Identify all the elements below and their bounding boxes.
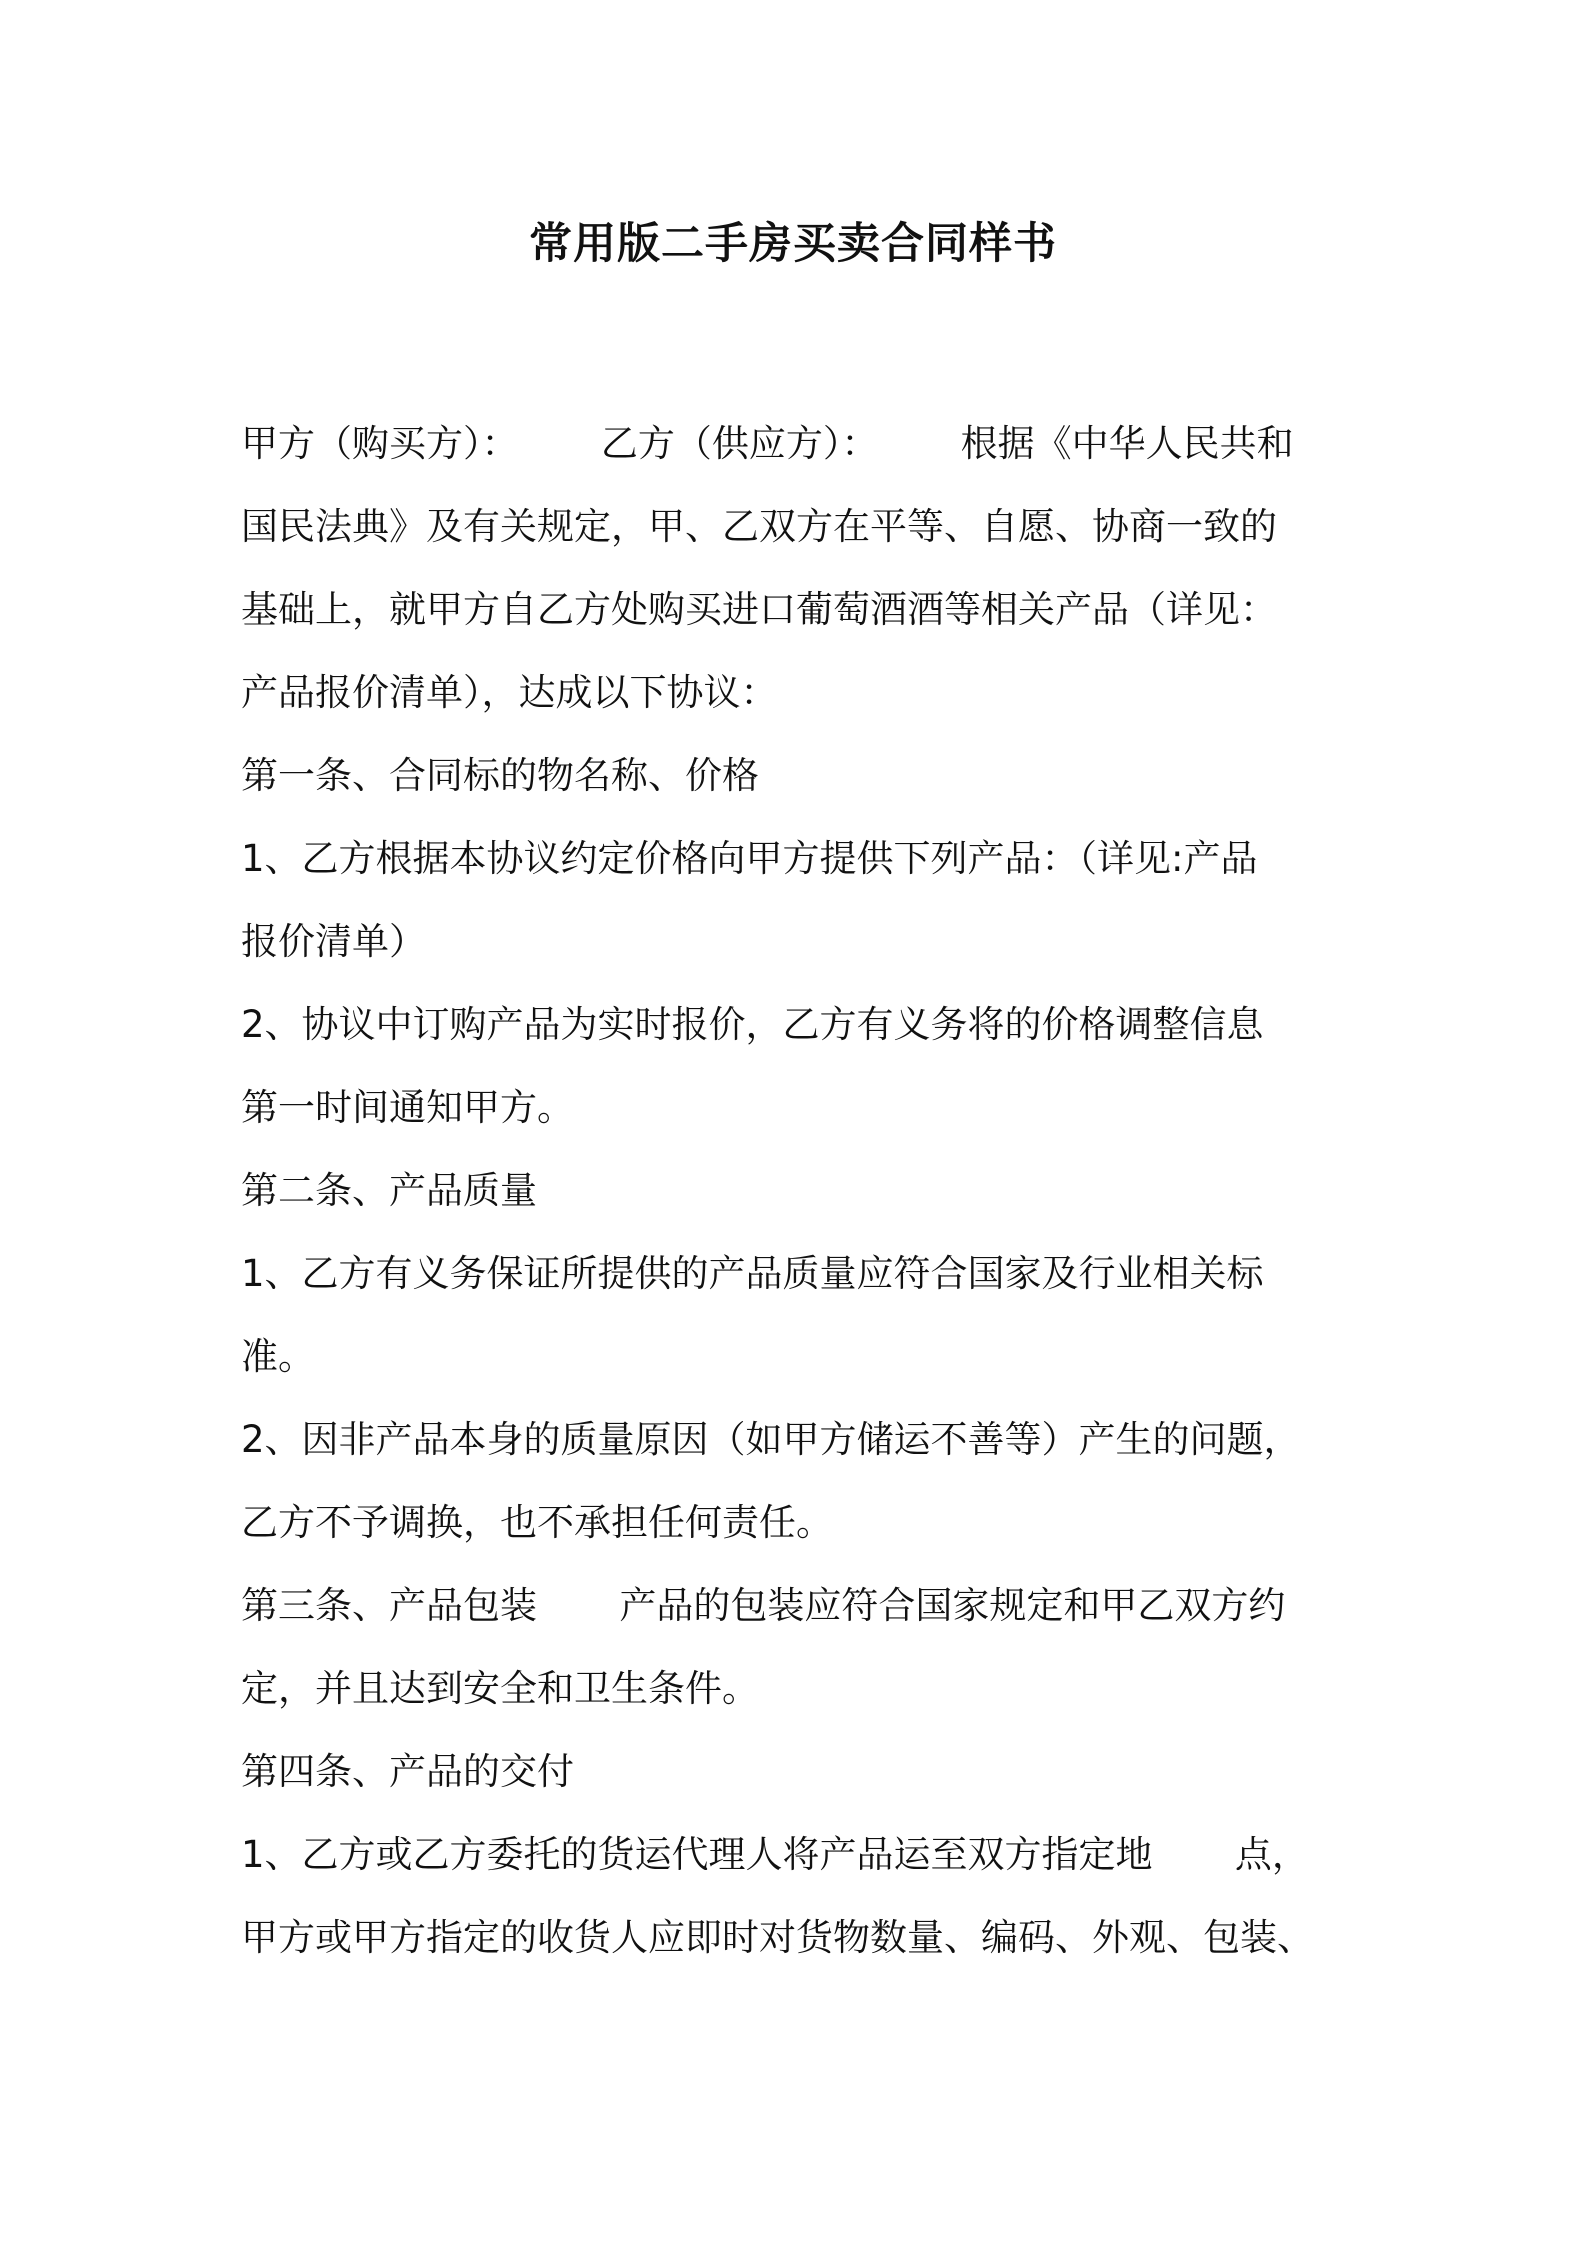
body-line: 基础上，就甲方自乙方处购买进口葡萄酒酒等相关产品（详见： bbox=[241, 588, 1277, 631]
body-line: 报价清单） bbox=[241, 920, 426, 963]
body-line: 1、乙方根据本协议约定价格向甲方提供下列产品：（详见:产品 bbox=[241, 837, 1258, 880]
body-line: 产品报价清单），达成以下协议： bbox=[241, 671, 778, 714]
body-line: 2、因非产品本身的质量原因（如甲方储运不善等）产生的问题， bbox=[241, 1418, 1301, 1461]
article-2-heading: 第二条、产品质量 bbox=[241, 1169, 537, 1212]
article-1-heading: 第一条、合同标的物名称、价格 bbox=[241, 754, 759, 797]
body-line: 1、乙方有义务保证所提供的产品质量应符合国家及行业相关标 bbox=[241, 1252, 1264, 1295]
body-line: 国民法典》及有关规定，甲、乙双方在平等、自愿、协商一致的 bbox=[241, 505, 1277, 548]
body-line: 第一时间通知甲方。 bbox=[241, 1086, 574, 1129]
body-line: 甲方或甲方指定的收货人应即时对货物数量、编码、外观、包装、 bbox=[241, 1916, 1314, 1959]
contract-body bbox=[241, 402, 1351, 1979]
document-title: 常用版二手房买卖合同样书 bbox=[529, 219, 1057, 269]
body-line: 乙方不予调换，也不承担任何责任。 bbox=[241, 1501, 833, 1544]
body-line: 定，并且达到安全和卫生条件。 bbox=[241, 1667, 759, 1710]
body-line: 准。 bbox=[241, 1335, 315, 1378]
article-3-heading: 第三条、产品包装 产品的包装应符合国家规定和甲乙双方约 bbox=[241, 1584, 1286, 1627]
body-line: 1、乙方或乙方委托的货运代理人将产品运至双方指定地 点， bbox=[241, 1833, 1309, 1876]
body-line: 2、协议中订购产品为实时报价，乙方有义务将的价格调整信息 bbox=[241, 1003, 1264, 1046]
body-line: 甲方（购买方）： 乙方（供应方）： 根据《中华人民共和 bbox=[241, 422, 1294, 465]
article-4-heading: 第四条、产品的交付 bbox=[241, 1750, 574, 1793]
